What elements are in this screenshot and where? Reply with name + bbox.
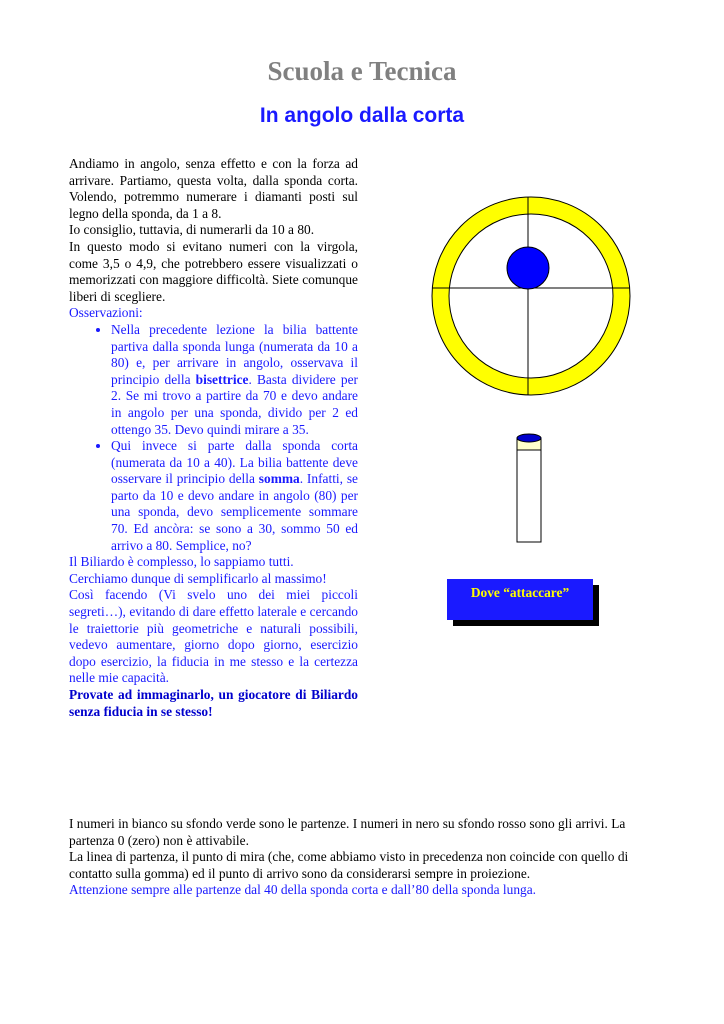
- intro-paragraph-2: Io consiglio, tuttavia, di numerarli da 10 a 80.: [69, 222, 315, 238]
- observation-text: . Infatti, se parto da 10 e devo andare in angolo (80) per una sponda, devo semplicemente sommare 70. Ed ancòra: se sono a 30, sommo 50 ed arrivo a 80. Semplice, no?: [111, 471, 358, 553]
- closing-line-2: Cerchiamo dunque di semplificarlo al massimo!: [69, 570, 327, 586]
- observation-text: . Basta dividere per 2. Se mi trovo a partire da 70 e devo andare in angolo per una sponda, divido per 2 ed ottengo 35. Devo quindi mirare a 35.: [111, 371, 358, 437]
- observations-heading: Osservazioni:: [69, 305, 143, 321]
- observation-keyword: bisettrice: [195, 371, 249, 387]
- intro-paragraph-3: In questo modo si evitano numeri con la virgola, come 3,5 o 4,9, che potrebbero essere visualizzati o memorizzati con maggiore difficoltà. Siete comunque liberi di scegliere.: [69, 238, 358, 304]
- intro-paragraph-1: Andiamo in angolo, senza effetto e con la forza ad arrivare. Partiamo, questa volta, dalla sponda corta. Volendo, potremmo numerare i diamanti posti sul legno della sponda, da 1 a 8.: [69, 156, 358, 221]
- callout-label: Dove “attaccare”: [470, 584, 570, 600]
- observations-list: [69, 322, 358, 554]
- closing-emphasis: Provate ad immaginarlo, un giocatore di Biliardo senza fiducia in se stesso!: [69, 687, 358, 719]
- notes-paragraph-2: La linea di partenza, il punto di mira (che, come abbiamo visto in precedenza non coincide con quello di contatto sulla gomma) ed il punto di arrivo sono da considerarsi sempre in proiezione.: [69, 849, 629, 881]
- observation-item: [111, 438, 358, 554]
- main-text-column: [69, 156, 358, 720]
- white-inner-circle: [449, 214, 613, 378]
- cue-tip: [517, 434, 541, 442]
- ball-target-diagram: [430, 195, 632, 397]
- notes-warning: Attenzione sempre alle partenze dal 40 della sponda corta e dall’80 della sponda lunga.: [69, 882, 537, 898]
- blue-contact-ball: [507, 247, 549, 289]
- observation-text: Qui invece si parte dalla sponda corta (numerata da 10 a 40). La bilia battente deve osservare il principio della: [111, 438, 358, 487]
- page-subtitle: In angolo dalla corta: [259, 104, 465, 127]
- observation-text: Nella precedente lezione la bilia battente partiva dalla sponda lunga (numerata da 10 a 80) e, per arrivare in angolo, osservava il principio della: [111, 321, 358, 387]
- observation-keyword: somma: [258, 471, 300, 487]
- dove-attaccare-callout: [447, 579, 595, 625]
- cue-shaft: [517, 444, 541, 542]
- notes-paragraph-1: I numeri in bianco su sfondo verde sono le partenze. I numeri in nero su sfondo rosso sono gli arrivi. La partenza 0 (zero) non è attivabile.: [69, 816, 626, 848]
- observation-item: [111, 322, 358, 438]
- closing-line-1: Il Biliardo è complesso, lo sappiamo tutti.: [69, 554, 294, 570]
- callout-face: [447, 579, 593, 620]
- page-title: Scuola e Tecnica: [267, 56, 457, 86]
- cue-stick-illustration: [512, 432, 546, 544]
- closing-paragraph: Così facendo (Vi svelo uno dei miei piccoli segreti…), evitando di dare effetto laterale e cercando le traiettorie più geometriche e naturali possibili, vedevo aumentare, giorno dopo giorno, esercizio dopo esercizio, la fiducia in me stesso e la certezza nelle mie capacità.: [69, 587, 358, 686]
- notes-section: [69, 816, 659, 899]
